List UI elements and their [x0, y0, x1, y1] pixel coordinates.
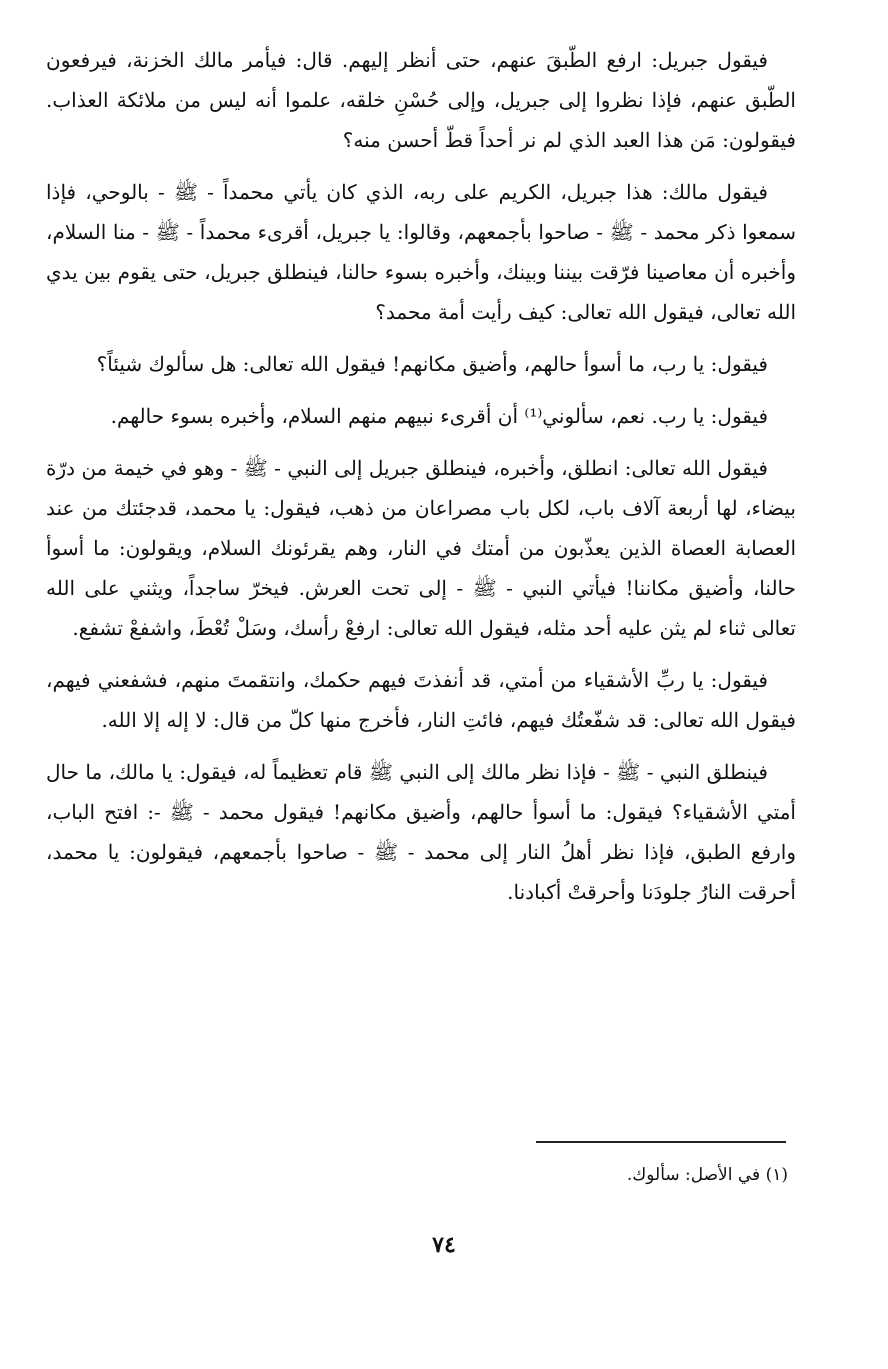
- footnote-divider: [536, 1141, 786, 1143]
- main-text: [46, 40, 796, 924]
- paragraph-2: فيقول مالك: هذا جبريل، الكريم على ربه، الذي كان يأتي محمداً - ﷺ - بالوحي، فإذا سمعوا ذكر محمد - ﷺ - صاحوا بأجمعهم، وقالوا: يا جبريل، أقرىء محمداً - ﷺ - منا السلام، وأخبره أن معاصينا فرّقت بيننا وبينك، وأخبره بسوء حالنا، فينطلق جبريل، حتى يقوم بين يدي الله تعالى، فيقول الله تعالى: كيف رأيت أمة محمد؟: [46, 180, 796, 324]
- paragraph-3: فيقول: يا رب، ما أسوأ حالهم، وأضيق مكانهم! فيقول الله تعالى: هل سألوك شيئاً؟: [96, 352, 768, 376]
- paragraph-7: فينطلق النبي - ﷺ - فإذا نظر مالك إلى النبي ﷺ قام تعظيماً له، فيقول: يا مالك، ما حال أمتي الأشقياء؟ فيقول: ما أسوأ حالهم، وأضيق مكانهم! فيقول محمد - ﷺ -: افتح الباب، وارفع الطبق، فإذا نظر أهلُ النار إلى محمد - ﷺ - صاحوا بأجمعهم، فيقولون: يا محمد، أحرقت النارُ جلودَنا وأحرقتْ أكبادنا.: [46, 760, 796, 904]
- page-number: ٧٤: [432, 1232, 456, 1258]
- footnote: (١) في الأصل: سألوك.: [626, 1165, 788, 1185]
- paragraph-4: فيقول: يا رب. نعم، سألوني⁽¹⁾ أن أقرىء نبيهم منهم السلام، وأخبره بسوء حالهم.: [110, 404, 768, 428]
- paragraph-6: فيقول: يا ربِّ الأشقياء من أمتي، قد أنفذتَ فيهم حكمك، وانتقمتَ منهم، فشفعني فيهم، فيقول الله تعالى: قد شفّعتُك فيهم، فائتِ النار، فأخرج منها كلّ من قال: لا إله إلا الله.: [46, 668, 796, 732]
- paragraph-1: فيقول جبريل: ارفع الطّبقَ عنهم، حتى أنظر إليهم. قال: فيأمر مالك الخزنة، فيرفعون الطّبق عنهم، فإذا نظروا إلى جبريل، وإلى حُسْنِ خلقه، علموا أنه ليس من ملائكة العذاب. فيقولون: مَن هذا العبد الذي لم نر أحداً قطّ أحسن منه؟: [46, 48, 796, 152]
- paragraph-5: فيقول الله تعالى: انطلق، وأخبره، فينطلق جبريل إلى النبي - ﷺ - وهو في خيمة من درّة بيضاء، لها أربعة آلاف باب، لكل باب مصراعان من ذهب، فيقول: يا محمد، قدجئتك من عند العصابة العصاة الذين يعذّبون من أمتك في النار، وهم يقرئونك السلام، ويقولون: ما أسوأ حالنا، وأضيق مكاننا! فيأتي النبي - ﷺ - إلى تحت العرش. فيخرّ ساجداً، ويثني على الله تعالى ثناء لم يثن عليه أحد مثله، فيقول الله تعالى: ارفعْ رأسك، وسَلْ تُعْطَ، واشفعْ تشفع.: [46, 456, 796, 640]
